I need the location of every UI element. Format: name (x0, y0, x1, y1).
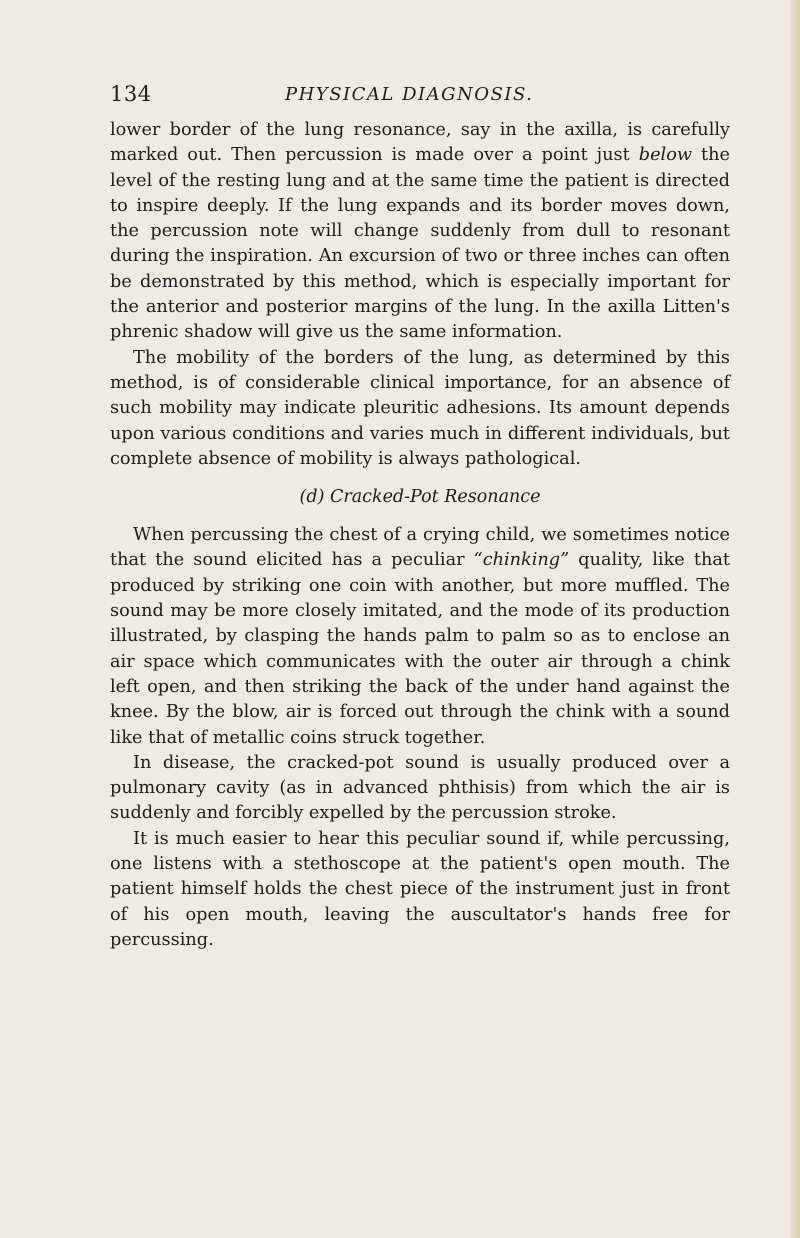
section-title: Cracked-Pot Resonance (329, 487, 541, 508)
body-text (110, 118, 730, 953)
emphasis-below: below (638, 145, 693, 166)
emphasis-chinking: “chinking” (473, 550, 570, 571)
paragraph-disease: In disease, the cracked-pot sound is usually produced over a pulmonary cavity (as in advanced phthisis) from which the air is suddenly and forcibly expelled by the percussion stroke. (110, 752, 730, 824)
running-title: PHYSICAL DIAGNOSIS. (285, 84, 534, 105)
page-number: 134 (110, 82, 152, 106)
section-heading (110, 485, 730, 510)
page-edge (790, 0, 800, 1238)
paragraph-crying-child (110, 523, 730, 751)
paragraph-lung-border (110, 118, 730, 346)
paragraph-text: the level of the resting lung and at the same time the patient is directed to inspire deeply. If the lung expands and its border moves down, the percussion note will change suddenly from dull to resonant during the inspiration. An excursion of two or three inches can often be demonstrated by this method, which is especially important for the anterior and posterior margins of the lung. In the axilla Litten's phrenic shadow will give us the same information. (110, 145, 730, 343)
section-label: (d) (299, 487, 325, 508)
paragraph-text: When percussing the chest of a crying child, we sometimes notice that the sound elicited has a peculiar (110, 525, 730, 571)
paragraph-text: quality, like that produced by striking one coin with another, but more muffled. The sound may be more closely imitated, and the mode of its production illustrated, by clasping the hands palm to palm so as to enclose an air space which communicates with the outer air through a chink left open, and then striking the back of the under hand against the knee. By the blow, air is forced out through the chink with a sound like that of metallic coins struck together. (110, 550, 730, 748)
page-header (110, 82, 730, 112)
paragraph-text: lower border of the lung resonance, say in the axilla, is carefully marked out. Then percussion is made over a point just (110, 120, 730, 166)
paragraph-stethoscope: It is much easier to hear this peculiar sound if, while percussing, one listens with a stethoscope at the patient's open mouth. The patient himself holds the chest piece of the instrument just in front of his open mouth, leaving the auscultator's hands free for percussing. (110, 828, 730, 950)
paragraph-mobility: The mobility of the borders of the lung, as determined by this method, is of considerable clinical importance, for an absence of such mobility may indicate pleuritic adhesions. Its amount depends upon various conditions and varies much in different individuals, but complete absence of mobility is always pathological. (110, 347, 730, 469)
